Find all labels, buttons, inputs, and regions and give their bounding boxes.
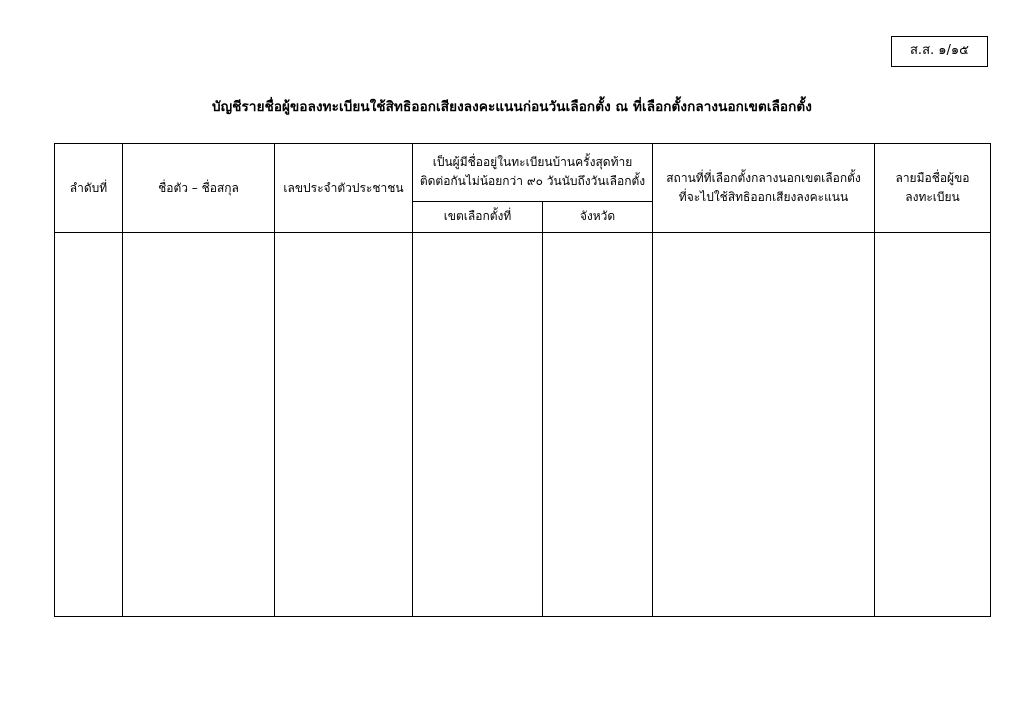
- table-header-row-main: [55, 144, 991, 202]
- cell-full-name[interactable]: [123, 233, 275, 617]
- column-header-signature: [875, 144, 991, 233]
- cell-central-polling-place[interactable]: [653, 233, 875, 617]
- residence-group-line-2: ติดต่อกันไม่น้อยกว่า ๙๐ วันนับถึงวันเลือกตั้ง: [419, 174, 646, 189]
- central-polling-line-1: สถานที่ที่เลือกตั้งกลางนอกเขตเลือกตั้ง: [666, 170, 861, 185]
- cell-constituency[interactable]: [413, 233, 543, 617]
- column-header-residence-group: [413, 144, 653, 202]
- column-header-citizen-id: เลขประจำตัวประชาชน: [275, 144, 413, 233]
- signature-line-1: ลายมือชื่อผู้ขอ: [895, 170, 970, 185]
- registration-table-wrapper: [54, 143, 990, 617]
- signature-line-2: ลงทะเบียน: [905, 190, 960, 204]
- cell-citizen-id[interactable]: [275, 233, 413, 617]
- column-header-province: จังหวัด: [543, 201, 653, 232]
- column-header-full-name: ชื่อตัว – ชื่อสกุล: [123, 144, 275, 233]
- registration-table: [54, 143, 991, 617]
- page-title: บัญชีรายชื่อผู้ขอลงทะเบียนใช้สิทธิออกเสียงลงคะแนนก่อนวันเลือกตั้ง ณ ที่เลือกตั้งกลางนอกเขตเลือกตั้ง: [212, 99, 812, 115]
- cell-order-no[interactable]: [55, 233, 123, 617]
- cell-signature[interactable]: [875, 233, 991, 617]
- cell-province[interactable]: [543, 233, 653, 617]
- column-header-order-no: ลำดับที่: [55, 144, 123, 233]
- central-polling-line-2: ที่จะไปใช้สิทธิออกเสียงลงคะแนน: [678, 190, 849, 204]
- residence-group-line-1: เป็นผู้มีชื่ออยู่ในทะเบียนบ้านครั้งสุดท้าย: [432, 155, 633, 170]
- form-code-box: [891, 36, 988, 67]
- table-row: [55, 233, 991, 617]
- column-header-constituency: เขตเลือกตั้งที่: [413, 201, 543, 232]
- column-header-central-polling-place: [653, 144, 875, 233]
- form-code-text: ส.ส. ๑/๑๕: [910, 43, 969, 58]
